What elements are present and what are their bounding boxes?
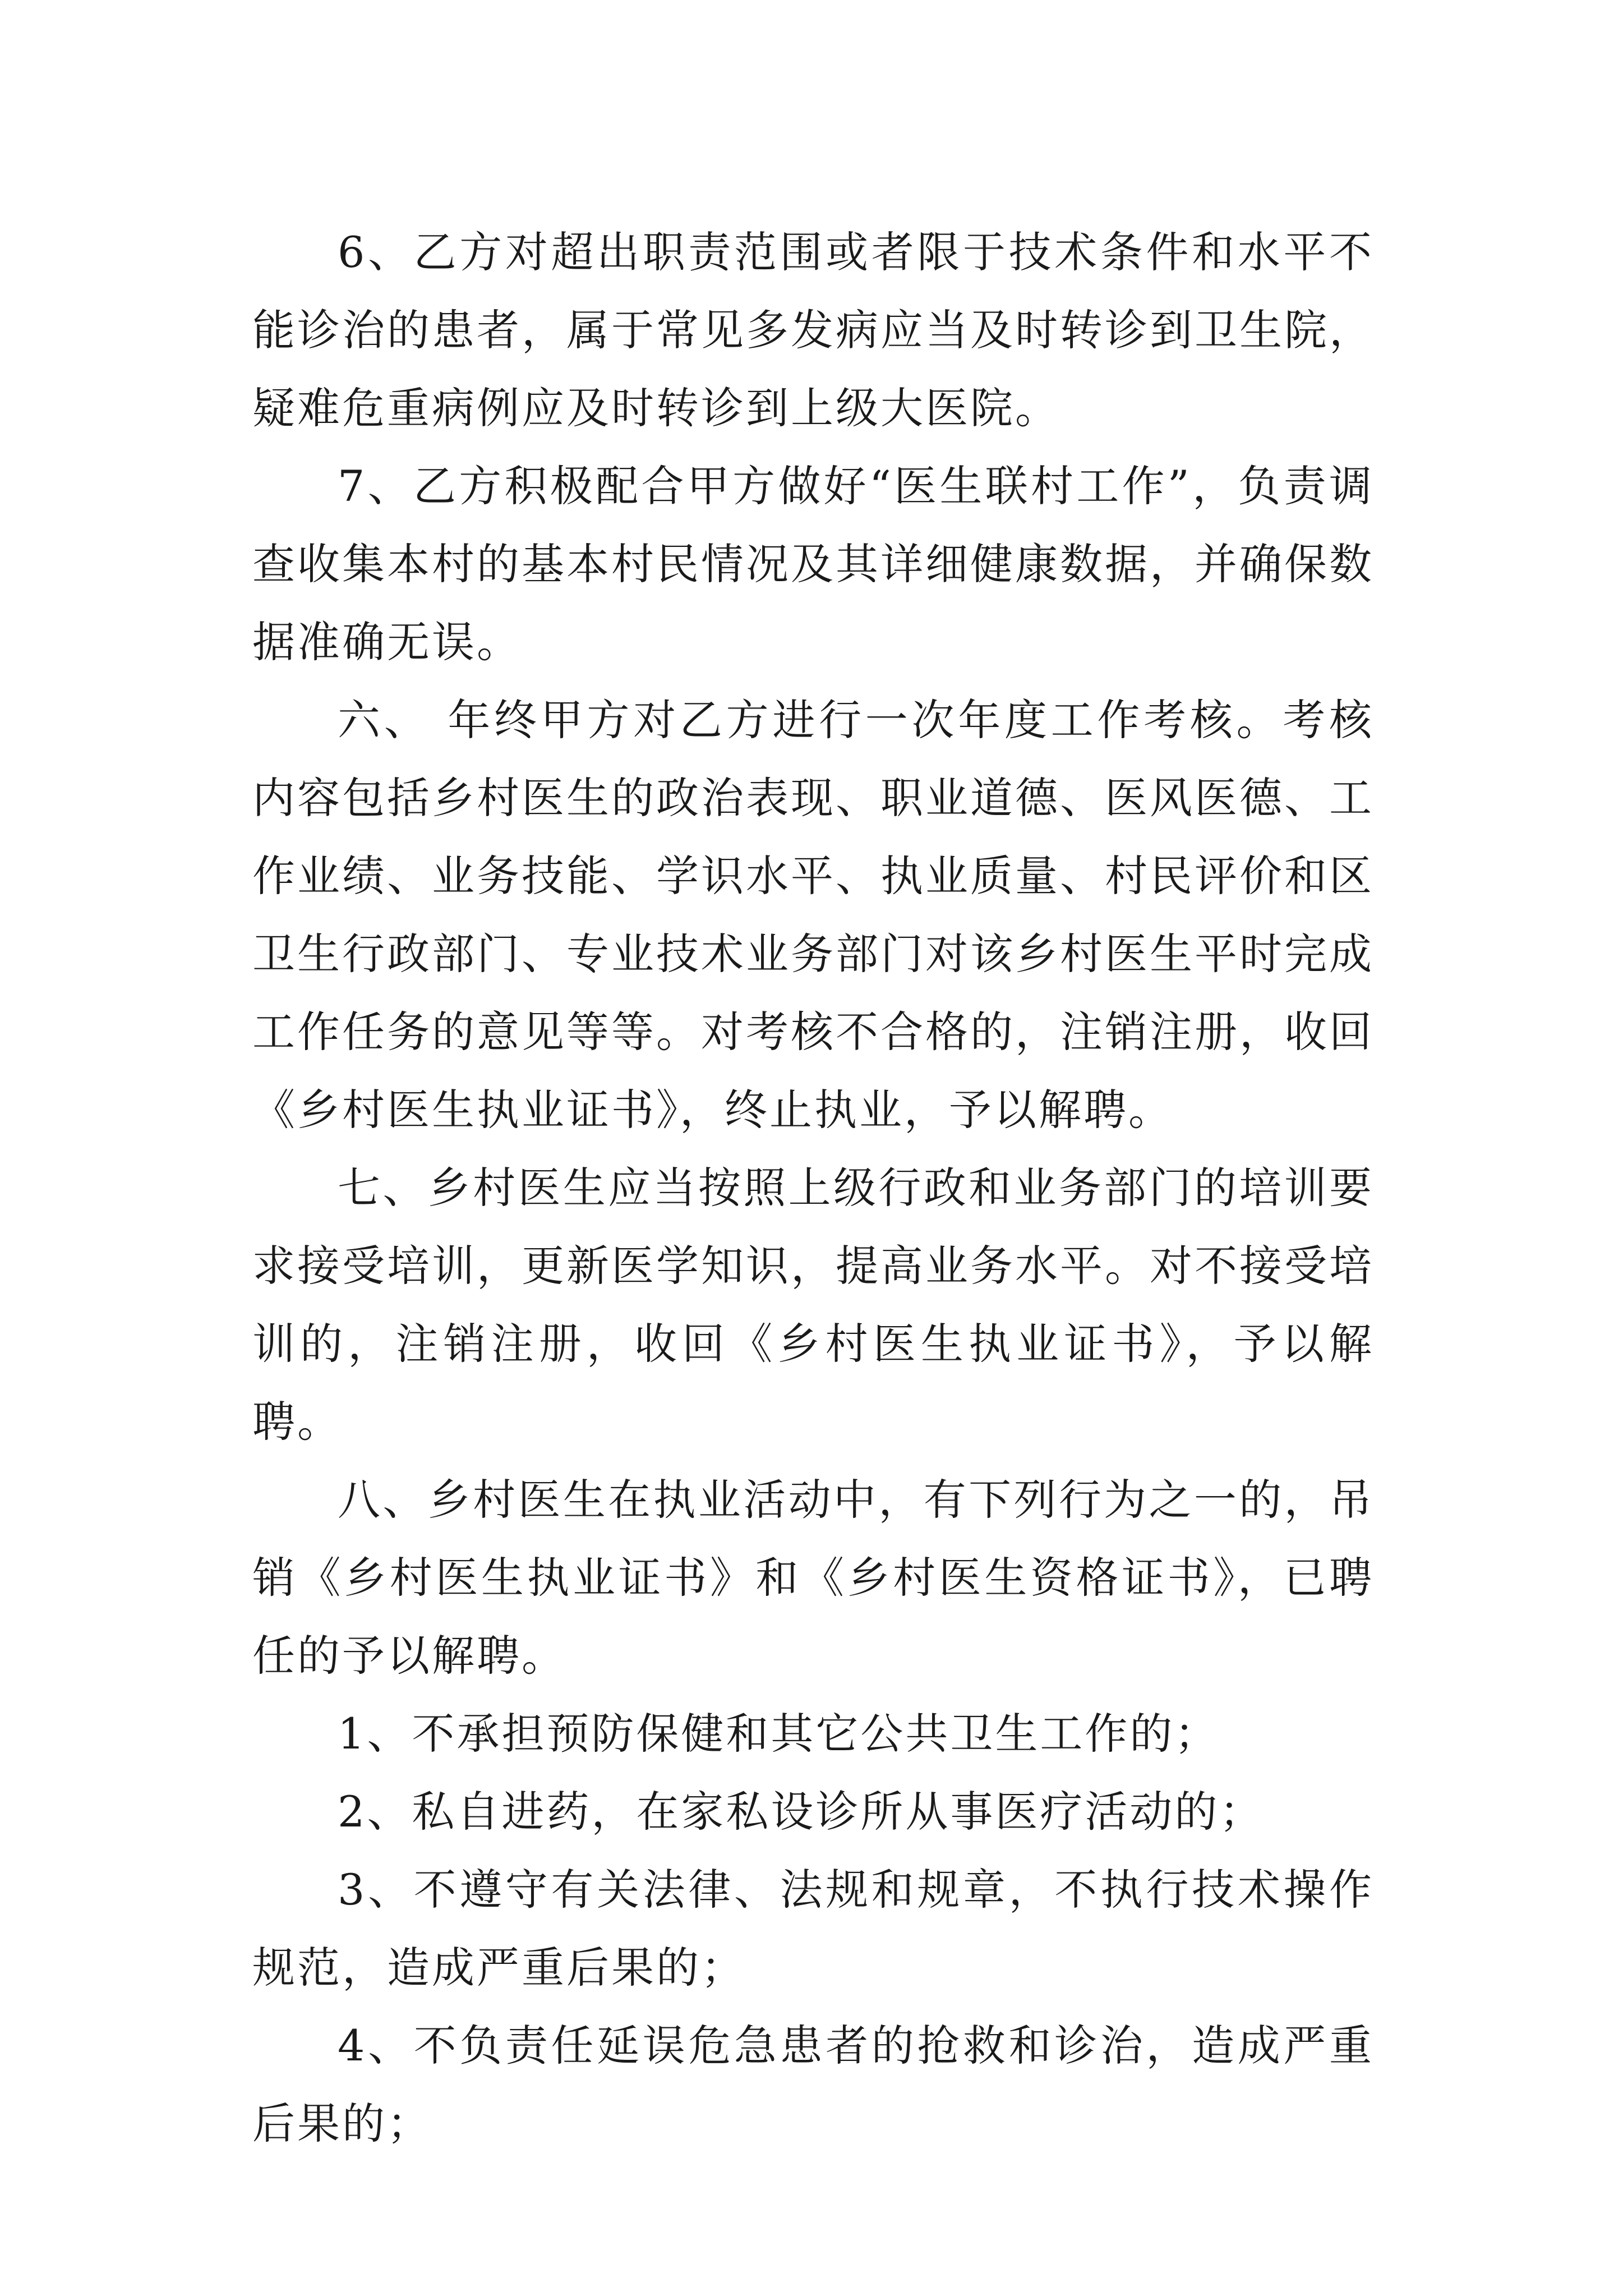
list-item-3: 3、不遵守有关法律、法规和规章，不执行技术操作规范，造成严重后果的；: [252, 1865, 1374, 1993]
paragraph-item-6: 6、乙方对超出职责范围或者限于技术条件和水平不能诊治的患者，属于常见多发病应当及时转诊到卫生院，疑难危重病例应及时转诊到上级大医院。: [252, 227, 1374, 433]
paragraph-section-8: 八、乡村医生在执业活动中，有下列行为之一的，吊销《乡村医生执业证书》和《乡村医生资格证书》，已聘任的予以解聘。: [252, 1475, 1374, 1681]
document-page: [252, 213, 1374, 2162]
paragraph-item-7: 7、乙方积极配合甲方做好“医生联村工作”，负责调查收集本村的基本村民情况及其详细健康数据，并确保数据准确无误。: [252, 461, 1374, 667]
paragraph-section-7: 七、乡村医生应当按照上级行政和业务部门的培训要求接受培训，更新医学知识，提高业务水平。对不接受培训的，注销注册，收回《乡村医生执业证书》，予以解聘。: [252, 1163, 1374, 1447]
paragraph-section-6: 六、 年终甲方对乙方进行一次年度工作考核。考核内容包括乡村医生的政治表现、职业道德、医风医德、工作业绩、业务技能、学识水平、执业质量、村民评价和区卫生行政部门、专业技术业务部门对该乡村医生平时完成工作任务的意见等等。对考核不合格的，注销注册，收回《乡村医生执业证书》，终止执业，予以解聘。: [252, 695, 1374, 1135]
list-item-2: 2、私自进药，在家私设诊所从事医疗活动的；: [338, 1787, 1265, 1837]
list-item-1: 1、不承担预防保健和其它公共卫生工作的；: [338, 1709, 1220, 1759]
list-item-4: 4、不负责任延误危急患者的抢救和诊治，造成严重后果的；: [252, 2021, 1374, 2148]
